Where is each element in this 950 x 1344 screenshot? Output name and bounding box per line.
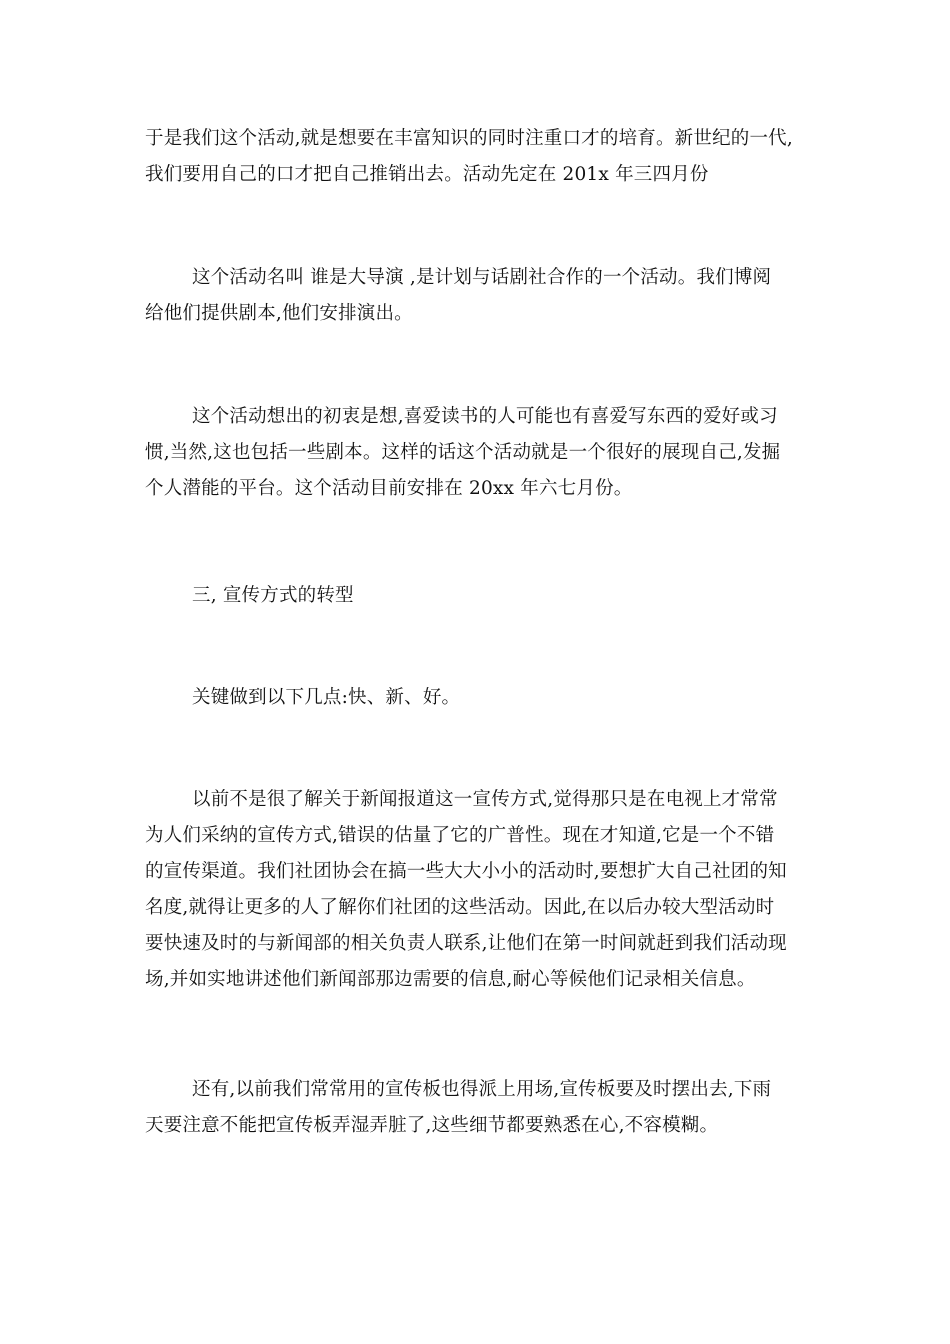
paragraph-director-activity [145, 260, 825, 332]
section-heading-publicity [145, 578, 825, 614]
text-line: 惯,当然,这也包括一些剧本。这样的话这个活动就是一个很好的展现自己,发掘 [145, 442, 781, 463]
paragraph-news-reporting [145, 782, 825, 998]
paragraph-key-points [145, 680, 825, 716]
text-line: 天要注意不能把宣传板弄湿弄脏了,这些细节都要熟悉在心,不容模糊。 [145, 1115, 719, 1136]
text-line: 要快速及时的与新闻部的相关负责人联系,让他们在第一时间就赶到我们活动现 [145, 933, 787, 954]
paragraph-activity-motivation [145, 399, 825, 507]
text-line: 个人潜能的平台。这个活动目前安排在 20xx 年六七月份。 [145, 478, 633, 499]
text-line: 给他们提供剧本,他们安排演出。 [145, 303, 413, 324]
text-line: 场,并如实地讲述他们新闻部那边需要的信息,耐心等候他们记录相关信息。 [145, 969, 756, 990]
text-line: 这个活动想出的初衷是想,喜爱读书的人可能也有喜爱写东西的爱好或习 [192, 406, 778, 427]
text-line: 于是我们这个活动,就是想要在丰富知识的同时注重口才的培育。新世纪的一代, [145, 128, 793, 149]
text-line: 关键做到以下几点:快、新、好。 [192, 687, 461, 708]
text-line: 为人们采纳的宣传方式,错误的估量了它的广普性。现在才知道,它是一个不错 [145, 825, 775, 846]
paragraph-publicity-boards [145, 1072, 825, 1144]
text-line: 这个活动名叫 谁是大导演 ,是计划与话剧社合作的一个活动。我们博阅 [192, 267, 772, 288]
paragraph-activity-intro [145, 121, 825, 193]
text-line: 我们要用自己的口才把自己推销出去。活动先定在 201x 年三四月份 [145, 164, 709, 185]
text-line: 的宣传渠道。我们社团协会在搞一些大大小小的活动时,要想扩大自己社团的知 [145, 861, 787, 882]
text-line: 三, 宣传方式的转型 [192, 585, 354, 606]
text-line: 以前不是很了解关于新闻报道这一宣传方式,觉得那只是在电视上才常常 [192, 789, 778, 810]
text-line: 名度,就得让更多的人了解你们社团的这些活动。因此,在以后办较大型活动时 [145, 897, 775, 918]
text-line: 还有,以前我们常常用的宣传板也得派上用场,宣传板要及时摆出去,下雨 [192, 1079, 772, 1100]
